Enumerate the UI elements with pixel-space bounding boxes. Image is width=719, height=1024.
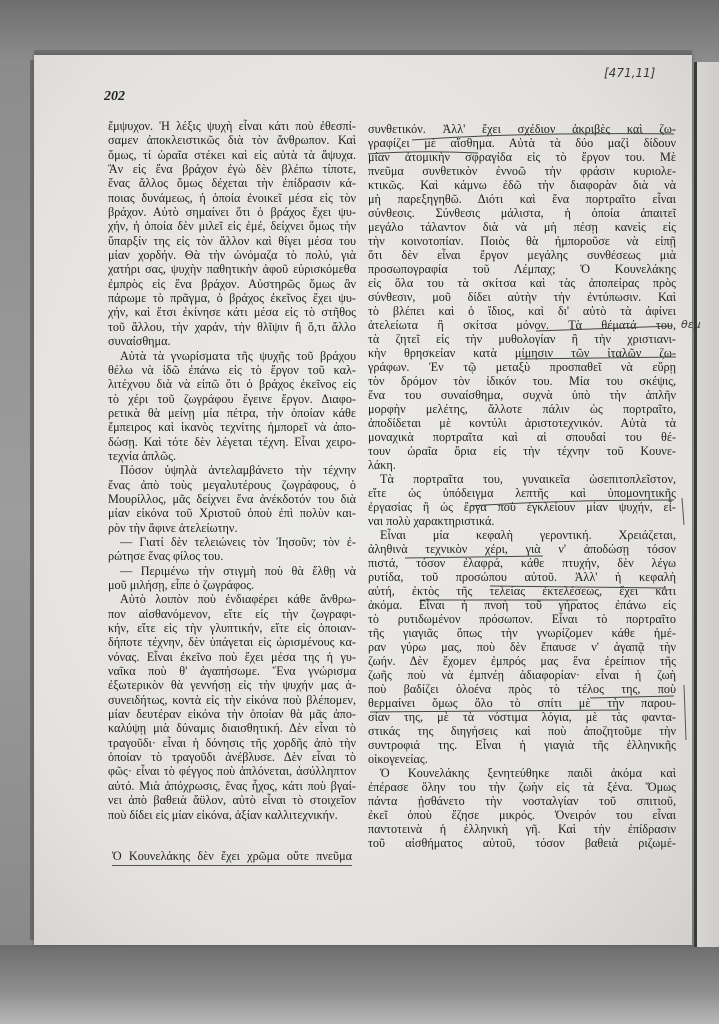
text-line: μὴ παρεξηγηθῶ. Διότι καὶ ἕνα πορτραῖτο εἶναι xyxy=(368,192,676,206)
text-line: μοναχικὰ πορτραῖτα καὶ αἱ σπουδαί του θέ- xyxy=(368,430,676,444)
text-line: Μουρίλλος, μᾶς δείχνει ἕνα ἀνέκδοτόν του διὰ xyxy=(108,491,356,506)
text-line: αὐτή, ἐκτὸς τῆς τελείας ἐκτελέσεως, ἔχει κάτι xyxy=(368,584,676,598)
text-line: σίαν της, μὲ τὰ νόστιμα λόγια, μὲ τὰς φαντα- xyxy=(368,710,676,724)
text-line: ἔμπειρος καὶ ἱκανὸς τεχνίτης ἠμπορεῖ νὰ ἀπο- xyxy=(108,420,356,435)
pen-underline xyxy=(520,357,676,359)
text-line: συναίσθημα. xyxy=(108,334,171,349)
pen-underline xyxy=(590,696,674,698)
text-line: ποιας δυνάμεως, ἡ ὁποία ἐνοικεῖ μέσα εἰς τὸν xyxy=(108,190,356,205)
text-line: Ὁ Κουνελάκης ξενητεύθηκε παιδὶ ἀκόμα καὶ xyxy=(380,766,676,780)
text-line: Αὐτὰ τὰ γνωρίσματα τῆς ψυχῆς τοῦ βράχου xyxy=(120,348,356,363)
text-line: τοῦ ἄλλου, τὴν χαράν, τὴν θλῖψιν ἢ ὅ,τι ἄλλο xyxy=(108,319,356,334)
text-line: στικάς της διηγήσεις καὶ ποὺ ἀποζητοῦμε τὴν xyxy=(368,724,676,738)
text-line: τὸ ρυτιδωμένον πρόσωπον. Εἶναι τὸ πορτραῖτο xyxy=(368,612,676,626)
text-line: Αὐτὸ λοιπὸν ποὺ ἐνδιαφέρει κάθε ἄνθρω- xyxy=(120,592,356,607)
text-line: ἀληθινὰ τεχνικὸν χέρι, γιὰ ν' ἀποδώσῃ τόσον xyxy=(368,542,676,556)
text-line: πιστά, τόσον ἐλαφρά, κάθε πτυχήν, δὲν λέγω xyxy=(368,556,676,570)
text-line: ἀτελείωτα ἢ σκίτσα μόνον. Τὰ θέματά του, xyxy=(368,318,676,332)
page-number: 202 xyxy=(104,89,125,104)
text-line: ἐργασίας ἢ ὡς ἔργα ποὺ ἐγκλείουν μίαν ψυχήν, εἶ- xyxy=(368,500,676,514)
text-line: εἰς ὅλα του τὰ σκίτσα καὶ τὰς ἀποπείρας πρὸς xyxy=(368,276,676,290)
text-line: βράχον. Αὐτὸ σημαίνει ὅτι ὁ βράχος ἔχει ψυ- xyxy=(108,205,356,220)
text-line: ζωῆς ποὺ νὰ ἐμπνέῃ ἀδιαφορίαν· εἶναι ἡ ζωὴ xyxy=(368,668,676,682)
text-line: λάκη. xyxy=(368,458,396,472)
text-line: χήν, ἡ ὁποία δὲν μιλεῖ εἰς ἐμέ, δείχνει ὅμως τὴν xyxy=(108,219,356,234)
text-line: ἐπέρασε ὅλην του τὴν ζωὴν εἰς τὰ ξένα. Ὅμως xyxy=(368,780,676,794)
text-line: τεχνία ἁπλῶς. xyxy=(108,448,176,463)
text-line: μοῦ μιλήσῃ, εἶπε ὁ ζωγράφος. xyxy=(108,578,255,592)
text-line: ποὺ βαδίζει ὁλοένα πρὸς τὸ τέλος της, ποὺ xyxy=(368,682,676,696)
text-line: εἴτε ὡς ὑπόδειγμα λεπτῆς καὶ ὑπομονητικῆς xyxy=(368,486,676,500)
text-line: — Γιατί δὲν τελειώνεις τὸν Ἰησοῦν; τὸν ἐ- xyxy=(120,534,356,549)
text-line: γραφίζει μὲ αἴσθημα. Αὐτὰ τὰ δύο μαζὶ δίδουν xyxy=(368,136,676,150)
text-line: Πόσον ὑψηλὰ ἀντελαμβάνετο τὴν τέχνην xyxy=(120,463,356,478)
text-line: κτικῶς. Καὶ κάμνω ἐδῶ τὴν διαφορὰν διὰ νὰ xyxy=(368,178,676,192)
text-line: ὁποίαν τὸ τραγοῦδι ἀνέβλυσε. Δὲν εἶναι τὸ xyxy=(108,750,356,765)
text-line: τὸ βλέπει καὶ ὁ ἴδιος, καὶ δι' αὐτὸ τὰ ἀφίνει xyxy=(368,304,676,318)
text-line: συντροφιά της. Εἶναι ἡ γιαγιὰ τῆς ἑλληνικῆς xyxy=(368,738,676,752)
text-line: ἐξωτερικὸν θὰ γεννήσῃ εἰς τὴν ψυχήν μας ἀ- xyxy=(108,678,356,693)
pen-underline xyxy=(368,152,478,154)
text-line: ὅμως, τί ὡραῖα στέκει καὶ εἰς αὐτὰ τὰ ἄψυχα. xyxy=(108,147,356,162)
text-line: ρώτησε ἕνας φίλος του. xyxy=(108,549,224,564)
text-line: πνεῦμα συνθετικὸν ἐννοῶ τὴν φράσιν κυριολε- xyxy=(368,164,676,178)
text-line: μίαν εἰκόνα τοῦ Χριστοῦ ὁποὺ ἐπὶ πολὺν και- xyxy=(108,506,356,521)
text-line: μίαν ἀτομικὴν σφραγίδα εἰς τὸ ἔργον του. Μὲ xyxy=(368,150,676,164)
pen-underline xyxy=(536,326,672,331)
text-line: συνθετικόν. Ἀλλ' ἔχει σχέδιον ἀκριβὲς καὶ ζω- xyxy=(368,122,676,136)
text-line: μεγάλο τάλαντον διὰ νὰ μὴ πέσῃ κανεὶς εἰς xyxy=(368,220,676,234)
text-line: πάρωμε τὸ πρᾶγμα, ὁ βράχος ἐκεῖνος ἔχει ψυ- xyxy=(108,291,356,306)
text-line: σύνθεσιν, μοῦ δίδει αὐτὴν τὴν ἐντύπωσιν. Καὶ xyxy=(368,290,676,304)
text-line: πον αἰσθανόμενον, εἴτε εἰς τὴν ζωγραφι- xyxy=(108,606,356,621)
text-line: μίαν δευτέραν εἰκόνα τὴν ὁποίαν θὰ μᾶς ἀπο- xyxy=(108,707,356,722)
text-line: ρετικὰ θὰ μείνῃ μία πέτρα, τὴν ὁποίαν κάθε xyxy=(108,405,356,420)
text-line: σαμεν ἀποκλειστικῶς διὰ τὸν ἄνθρωπον. Καὶ xyxy=(108,133,356,148)
text-line: φῶς· εἶναι τὸ φέγγος ποὺ ἁπλόνεται, ἀσύλληπτον xyxy=(108,764,356,779)
text-line: ὕπαρξίν της εἰς τὸν ἄλλον καὶ θίγει μέσα του xyxy=(108,233,356,248)
text-line: νόνας. Εἶναι ἐκεῖνο ποὺ ἔχει μέσα της ἡ γυ- xyxy=(108,649,356,664)
text-line: ἕνας ἀπὸ τοὺς μεγαλυτέρους ζωγράφους, ὁ xyxy=(108,477,356,492)
text-line: Τὰ πορτραῖτα του, γυναικεῖα ὡσεπιτοπλεῖστον, xyxy=(380,472,676,486)
text-line: Ἂν εἰς ἕνα βράχον ἐγὼ δὲν βλέπω τίποτε, xyxy=(108,162,356,177)
text-line: κὴν θρησκείαν κατὰ μίμησιν τῶν ἰταλῶν ζω- xyxy=(368,346,676,360)
text-line: ἐμπρὸς εἰς ἕνα βράχον. Αὐστηρῶς ὅμως ἂν xyxy=(108,276,356,291)
text-line: μορφὴν μελέτης, ἄλλοτε πάλιν ὡς πορτραῖτο, xyxy=(368,402,676,416)
text-line: ἔμψυχον. Ἡ λέξις ψυχὴ εἶναι κάτι ποὺ ἐθεσπί- xyxy=(108,119,356,133)
text-line: ἀκόμα. Εἶναι ἡ πνοὴ τοῦ γήρατος ἐπάνω εἰς xyxy=(368,598,676,612)
text-line: παντοτεινὰ ἡ ἑλληνικὴ γῆ. Καὶ τὴν ἐπίδρασιν xyxy=(368,822,676,836)
text-line: Εἶναι μία κεφαλὴ γεροντική. Χρειάζεται, xyxy=(380,528,676,542)
text-line: κήν, εἴτε εἰς τὴν γλυπτικήν, εἴτε εἰς ὁποιαν- xyxy=(108,621,356,636)
text-line: θερμαίνει ὅμως ὅλο τὸ σπίτι μὲ τὴν παρου- xyxy=(368,696,676,710)
pen-underline xyxy=(412,134,674,140)
margin-note: θεμ xyxy=(681,318,701,331)
text-line: ρὸν τὴν ἄφινε ἀτελείωτην. xyxy=(108,520,238,535)
text-line: συνειδήτως, κοντὰ εἰς τὴν εἰκόνα ποὺ βλέπομεν, xyxy=(108,692,356,707)
text-line: — Περιμένω τὴν στιγμὴ ποὺ θὰ ἔλθῃ νὰ xyxy=(120,563,356,578)
text-line: ἕνα του συναίσθημα, συχνὰ ὑπὸ τὴν ἁπλῆν xyxy=(368,388,676,402)
pen-underline xyxy=(470,500,674,506)
text-line: πάντα ᾐσθάνετο τὴν νοσταλγίαν τοῦ σπιτιοῦ, xyxy=(368,794,676,808)
text-line: ναῖκα ποὺ θ' ἀγαπήσωμε. Ἕνα γνώρισμα xyxy=(108,664,356,679)
text-line: χήν, καὶ ἔτσι ἐκίνησε κάτι μέσα εἰς τὸ στῆθος xyxy=(108,305,356,320)
text-line: τουν ὡραῖα ὅρια εἰς τὴν τέχνην τοῦ Κουνε- xyxy=(368,444,676,458)
text-line: ραν γύρω μας, ποὺ δὲν ἔπαυσε ν' ἀγαπᾷ τὴν xyxy=(368,640,676,654)
pen-underline xyxy=(370,710,620,712)
text-line: τὸ χέρι τοῦ ζωγράφου ἔγεινε ἔργον. Διαφο- xyxy=(108,391,356,406)
text-line: θέλω νὰ ἰδῶ ἐπάνω εἰς τὸ ἔργον τοῦ καλ- xyxy=(108,362,356,377)
text-line: τῆς γιαγιᾶς ὅπως τὴν γνωρίζομεν κάθε ἡμέ- xyxy=(368,626,676,640)
text-line: ποὺ δίδει εἰς μίαν εἰκόνα, ἀξίαν καλλιτεχνικήν. xyxy=(108,807,338,822)
text-line: νει ἀπὸ βαθειὰ ἄϋλον, αὐτὸ εἶναι τὸ στοιχεῖον xyxy=(108,793,356,808)
text-line: γράφων. Ἐν τῷ μεταξὺ προσπαθεῖ νὰ εὕρῃ xyxy=(368,360,676,374)
text-line: δήποτε τέχνην, δὲν ὑπάγεται εἰς ὡρισμένους κα- xyxy=(108,635,356,650)
margin-bracket xyxy=(682,498,686,740)
text-line: λιτέχνου διὰ νὰ εἰπῶ ὅτι ὁ βράχος ἐκεῖνος εἰς xyxy=(108,377,356,392)
left-closing-line: Ὁ Κουνελάκης δὲν ἔχει χρῶμα οὔτε πνεῦμα xyxy=(112,849,352,866)
pen-underline xyxy=(490,586,666,588)
text-line: ἐκεῖ ὁποὺ ἔζησε μικρός. Ὀνειρόν του εἶναι xyxy=(368,808,676,822)
text-line: ἕνας ἄλλος ὅμως δέχεται τὴν ἐπίδρασιν κά- xyxy=(108,176,356,191)
text-line: ρυτίδα, τοῦ προσώπου αὐτοῦ. Ἀλλ' ἡ κεφαλὴ xyxy=(368,570,676,584)
text-line: οἰκογενείας. xyxy=(368,752,428,766)
text-line: ἀποδίδεται μὲ κοντύλι ἀριστοτεχνικόν. Αὐτὰ τὰ xyxy=(368,416,676,430)
text-line: ζωήν. Δὲν ἔχομεν ἐμπρός μας ἕνα ἐρείπιον τῆς xyxy=(368,654,676,668)
text-line: τὸν δρόμον τὸν ἰδικόν του. Μία του σκέψις, xyxy=(368,374,676,388)
handwritten-reference: [471,11] xyxy=(604,66,656,80)
text-line: μίαν χορδήν. Θὰ τὴν ὠνόμαζα τὸ πολύ, γιὰ xyxy=(108,248,356,263)
text-line: τραγοῦδι· εἶναι ἡ δόνησις τῆς χορδῆς ἀπὸ τὴν xyxy=(108,735,356,750)
text-line: προσωπογραφία τοῦ Λέμπαχ; Ὁ Κουνελάκης xyxy=(368,262,676,276)
text-line: τὴν κοινοτοπίαν. Ποιὸς θὰ ἠμποροῦσε νὰ εἰπῇ xyxy=(368,234,676,248)
text-line: ναι πολὺ χαρακτηριστικά. xyxy=(368,514,495,528)
text-line: καλύψῃ μιὰ δύναμις διαισθητική. Δὲν εἶναι τὸ xyxy=(108,721,356,736)
text-line: σύνθεσις. Σύνθεσις μάλιστα, ἡ ὁποία ἀπαιτεῖ xyxy=(368,206,676,220)
pen-underline xyxy=(405,556,543,558)
text-line: τοῦ αἰσθήματος αὐτοῦ, τόσον βαθειὰ ριζωμέ- xyxy=(368,836,676,850)
text-line: ὅτι δὲν εἶναι ἔργον μεγάλης συνθέσεως μιὰ xyxy=(368,248,676,262)
text-line: χατήρι σας, ψυχὴν παθητικὴν ἀφοῦ εὑρισκόμεθα xyxy=(108,262,356,277)
text-line: αὐτό. Μιὰ ἀπόχρωσις, ἕνας ἦχος, κάτι ποὺ βγαί- xyxy=(108,778,356,793)
text-line: δώσῃ. Καὶ τότε δὲν λέγεται τέχνη. Εἶναι χειρο- xyxy=(108,434,356,449)
text-line: τὰ ζητεῖ εἰς τὴν μυθολογίαν ἢ τὴν χριστιανι- xyxy=(368,332,676,346)
